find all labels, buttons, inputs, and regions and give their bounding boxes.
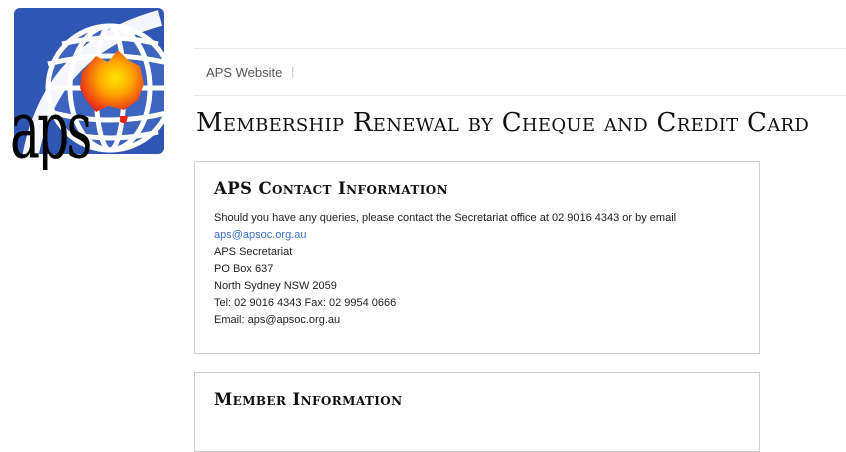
contact-intro-text: Should you have any queries, please contact the Secretariat office at 02 9016 4343 or by email — [214, 212, 677, 224]
email-line: Email: aps@apsoc.org.au — [214, 314, 341, 326]
breadcrumb — [194, 49, 846, 96]
aps-logo-graphic — [10, 8, 166, 170]
contact-info-card — [194, 161, 760, 354]
address-line: APS Secretariat — [214, 246, 293, 258]
address-line: PO Box 637 — [214, 263, 274, 275]
aps-logo-text: aps — [10, 83, 90, 170]
contact-info-body — [214, 210, 676, 329]
page-title: Membership Renewal by Cheque and Credit Card — [196, 108, 810, 138]
contact-email-link[interactable]: aps@apsoc.org.au — [214, 229, 307, 241]
breadcrumb-separator: | — [291, 66, 295, 78]
breadcrumb-home-link[interactable]: APS Website — [206, 64, 283, 80]
contact-info-title: APS Contact Information — [214, 179, 448, 198]
address-line: North Sydney NSW 2059 — [214, 280, 337, 292]
member-info-title: Member Information — [214, 390, 403, 409]
aps-logo[interactable] — [10, 8, 166, 170]
member-info-card — [194, 372, 760, 452]
phone-fax-line: Tel: 02 9016 4343 Fax: 02 9954 0666 — [214, 297, 397, 309]
